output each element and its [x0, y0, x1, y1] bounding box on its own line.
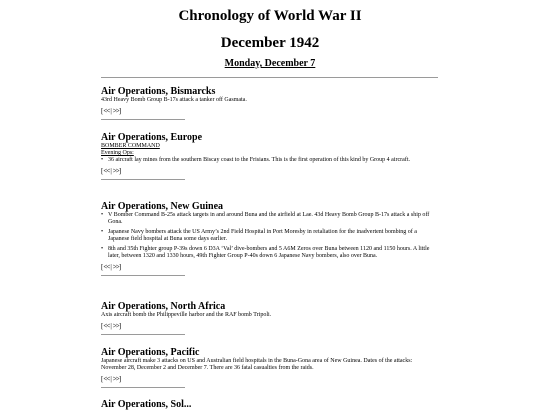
prev-link[interactable]: << [103, 322, 110, 330]
next-link[interactable]: >> [112, 375, 119, 383]
section-europe [101, 133, 438, 180]
list-item: • Japanese Navy bombers attack the US Army’s 2nd Field Hospital in Port Moresby in retaliation for the inadvertent bombing of a Japanese field hospital at Buna some days earlier. [101, 229, 438, 243]
subheading-evening-ops: Evening Ops: [101, 150, 134, 156]
section-divider [101, 387, 185, 388]
section-text: 43rd Heavy Bomb Group B-17s attack a tanker off Gasmata. [101, 97, 247, 103]
section-title: Air Operations, New Guinea [101, 201, 224, 212]
divider [101, 77, 438, 78]
bullet-list [101, 212, 438, 260]
section-text: Axis aircraft bomb the Philippeville harbor and the RAF bomb Tripoli. [101, 312, 272, 318]
section-title: Air Operations, Bismarcks [101, 86, 216, 97]
next-link[interactable]: >> [112, 263, 119, 271]
date-heading: Monday, December 7 [224, 58, 316, 69]
section-divider [101, 334, 185, 335]
section-partial [101, 400, 438, 410]
section-nav: [<<|>>] [101, 167, 122, 175]
section-divider [101, 179, 185, 180]
list-item: • V Bomber Command B-25s attack targets in and around Buna and the airfield at Lae. 43d Heavy Bomb Group B-17s attack a ship off Gona. [101, 212, 438, 226]
section-pacific [101, 348, 438, 388]
section-nav: [<<|>>] [101, 322, 122, 330]
prev-link[interactable]: << [103, 167, 110, 175]
bullet-list [101, 157, 438, 164]
section-title: Air Operations, Pacific [101, 347, 200, 358]
prev-link[interactable]: << [103, 375, 110, 383]
section-bismarcks [101, 87, 438, 120]
section-divider [101, 275, 185, 276]
list-item: • 8th and 35th Fighter group P-39s down 6 D3A ‘Val’ dive-bombers and 5 A6M Zeros over Buna between 1120 and 1150 hours. A little later, between 1320 and 1330 hours, 49th Fighter Group P-40s down 6 Japanese Navy bombers, also over Buna. [101, 246, 438, 260]
section-text: Japanese aircraft make 3 attacks on US and Australian field hospitals in the Buna-Gona area of New Guinea. Dates of the attacks: November 28, December 2 and December 7. There are 36 fatal casualties from the raids. [101, 358, 413, 371]
subheading-bomber-command: BOMBER COMMAND [101, 143, 160, 149]
next-link[interactable]: >> [112, 107, 119, 115]
prev-link[interactable]: << [103, 263, 110, 271]
section-new-guinea [101, 202, 438, 276]
section-title: Air Operations, North Africa [101, 301, 226, 312]
list-item: • 36 aircraft lay mines from the southern Biscay coast to the Frisians. This is the first operation of this kind by Group 4 aircraft. [101, 157, 438, 164]
section-title: Air Operations, Sol... [101, 399, 192, 410]
section-nav: [<<|>>] [101, 375, 122, 383]
section-nav: [<<|>>] [101, 107, 122, 115]
section-north-africa [101, 302, 438, 335]
next-link[interactable]: >> [112, 167, 119, 175]
section-title: Air Operations, Europe [101, 132, 203, 143]
section-divider [101, 119, 185, 120]
next-link[interactable]: >> [112, 322, 119, 330]
prev-link[interactable]: << [103, 107, 110, 115]
month-title: December 1942 [220, 35, 320, 51]
site-title: Chronology of World War II [178, 8, 362, 24]
section-nav: [<<|>>] [101, 263, 122, 271]
